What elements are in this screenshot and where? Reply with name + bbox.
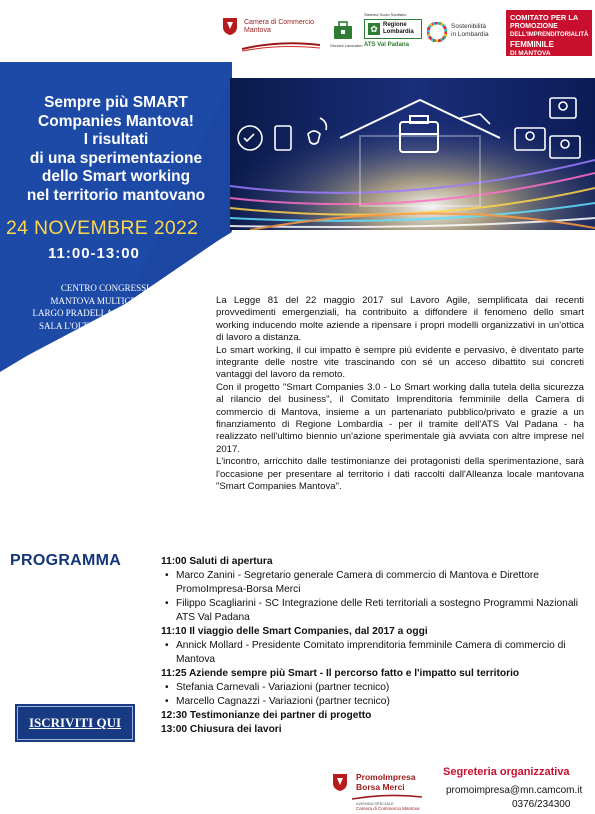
title-line-2: Companies Mantova! xyxy=(38,112,194,130)
promo-name-1: PromoImpresa xyxy=(356,772,416,782)
bullet: • xyxy=(165,696,169,707)
partner-logos xyxy=(222,10,592,56)
smart-working-hero-image xyxy=(230,78,595,230)
sistema-label: Sistema Socio Sanitario xyxy=(364,12,407,17)
lombardia-rose-icon: ✿ xyxy=(368,23,380,35)
event-title xyxy=(0,94,232,205)
register-button[interactable]: ISCRIVITI QUI xyxy=(17,706,133,740)
sdg-wheel-icon xyxy=(427,22,447,42)
ats-label: ATS Val Padana xyxy=(364,42,409,48)
promoimpresa-emblem-icon xyxy=(332,772,348,792)
title-line-1: Sempre più SMART xyxy=(44,94,188,111)
comitato-line3: DELL'IMPRENDITORIALITÀ xyxy=(510,32,589,38)
regione-lombardia-logo xyxy=(330,12,430,54)
promo-subtitle: AZIENDA SPECIALE xyxy=(356,801,394,806)
speaker-text: Filippo Scagliarini - SC Integrazione delle Reti territoriali a sostegno Programmi Nazionali ATS Val Padana xyxy=(176,598,579,623)
sostenibilita-label: Sostenibilità in Lombardia xyxy=(451,23,489,38)
segreteria-heading: Segreteria organizzativa xyxy=(443,766,570,778)
promo-camcom: Camera di Commercio Mantova xyxy=(356,806,420,811)
speaker-text: Marcello Cagnazzi - Variazioni (partner tecnico) xyxy=(176,696,390,707)
program-schedule xyxy=(161,555,586,737)
promo-name-2: Borsa Merci xyxy=(356,782,405,792)
program-slot-1230: 12:30 Testimonianze dei partner di progetto xyxy=(161,710,372,721)
event-description xyxy=(216,295,584,494)
programma-heading: PROGRAMMA xyxy=(10,552,122,569)
camcom-emblem-icon xyxy=(222,16,238,36)
speaker-text: Annick Mollard - Presidente Comitato imprenditoria femminile Camera di commercio di Mantova xyxy=(176,640,566,665)
camcom-name: Camera di Commercio Mantova xyxy=(244,19,315,34)
contact-email[interactable]: promoimpresa@mn.camcom.it xyxy=(446,785,583,796)
venue-line-1: CENTRO CONGRESSI xyxy=(60,283,150,293)
title-line-4: di una sperimentazione xyxy=(29,149,203,167)
promoimpresa-logo xyxy=(332,770,422,814)
contact-phone: 0376/234300 xyxy=(512,799,571,810)
event-date: 24 NOVEMBRE 2022 xyxy=(6,217,199,239)
comitato-line2: PROMOZIONE xyxy=(510,23,558,30)
regione-label: Regione Lombardia xyxy=(383,22,414,35)
bullet: • xyxy=(165,682,169,693)
speaker-text: Stefania Carnevali - Variazioni (partner tecnico) xyxy=(176,682,390,693)
camera-commercio-logo xyxy=(222,14,322,52)
comitato-line5: DI MANTOVA xyxy=(510,50,551,57)
speaker-item xyxy=(161,597,586,625)
speaker-item xyxy=(161,681,586,695)
promo-swoosh-icon xyxy=(352,793,422,801)
speaker-item xyxy=(161,639,586,667)
program-slot-1100: 11:00 Saluti di apertura xyxy=(161,556,273,567)
event-time: 11:00-13:00 xyxy=(48,245,140,262)
comitato-line4: FEMMINILE xyxy=(510,40,554,49)
bullet: • xyxy=(165,640,169,651)
speaker-text: Marco Zanini - Segretario generale Camera di commercio di Mantova e Direttore PromoImpresa-Borsa Merci xyxy=(176,570,539,595)
giovani-lavoratori-icon xyxy=(330,20,356,40)
program-slot-1125: 11:25 Aziende sempre più Smart - Il percorso fatto e l'impatto sul territorio xyxy=(161,668,520,679)
bullet: • xyxy=(165,570,169,581)
speaker-item xyxy=(161,695,586,709)
camcom-swoosh-icon xyxy=(240,36,322,52)
giovani-label: Giovani Lavoratori xyxy=(330,43,363,48)
comitato-logo xyxy=(506,10,592,56)
venue-line-2: MANTOVA MULTICENTRE xyxy=(50,295,160,306)
regione-box xyxy=(364,19,422,39)
title-line-5: dello Smart working xyxy=(41,168,191,185)
title-line-6: nel territorio mantovano xyxy=(26,186,206,204)
sostenibilita-logo xyxy=(427,20,507,48)
comitato-line1: COMITATO PER LA xyxy=(510,13,579,22)
description-paragraph-2: Lo smart working, il cui impatto è sempre più evidente e pervasivo, è diventato parte integrante delle nostre vite trascinando con sé un acceso dibattito sui concreti vantaggi del lavoro da remoto. xyxy=(216,344,584,381)
venue-line-4: SALA L'OLTREPO MANTOVANO xyxy=(39,320,171,331)
speaker-item xyxy=(161,569,586,597)
program-slot-1300: 13:00 Chiusura dei lavori xyxy=(161,724,282,735)
bullet: • xyxy=(165,598,169,609)
description-paragraph-1: La Legge 81 del 22 maggio 2017 sul Lavoro Agile, semplificata dai recenti provvedimenti emergenziali, ha contribuito a diffondere il fenomeno dello smart working inducendo molte aziende a ripensare i propri modelli organizzativi in un'ottica di lavoro a distanza. xyxy=(216,295,584,344)
description-paragraph-4: L'incontro, arricchito dalle testimonianze dei protagonisti della sperimentazione, sarà l'occasione per presentare al territorio i dati raccolti dall'Alleanza locale mantovana "Smart Companies Mantova". xyxy=(216,456,584,493)
venue-line-3: LARGO PRADELLA 1/B -MANTOVA xyxy=(32,308,178,318)
event-venue xyxy=(10,282,200,332)
title-line-3: I risultati xyxy=(83,131,149,148)
description-paragraph-3: Con il progetto "Smart Companies 3.0 - Lo Smart working dalla tutela della sicurezza al rilancio del business", il Comitato Imprenditoria femminile della Camera di commercio di Mantova, insieme a un partenariato pubblico/privato e grazie a un finanziamento di Regione Lombardia - per il tramite dell'ATS Val Padana - ha realizzato nell'ultimo biennio un'azione sperimentale già avviata con altre imprese nel 2017. xyxy=(216,381,584,455)
program-slot-1110: 11:10 Il viaggio delle Smart Companies, dal 2017 a oggi xyxy=(161,626,428,637)
